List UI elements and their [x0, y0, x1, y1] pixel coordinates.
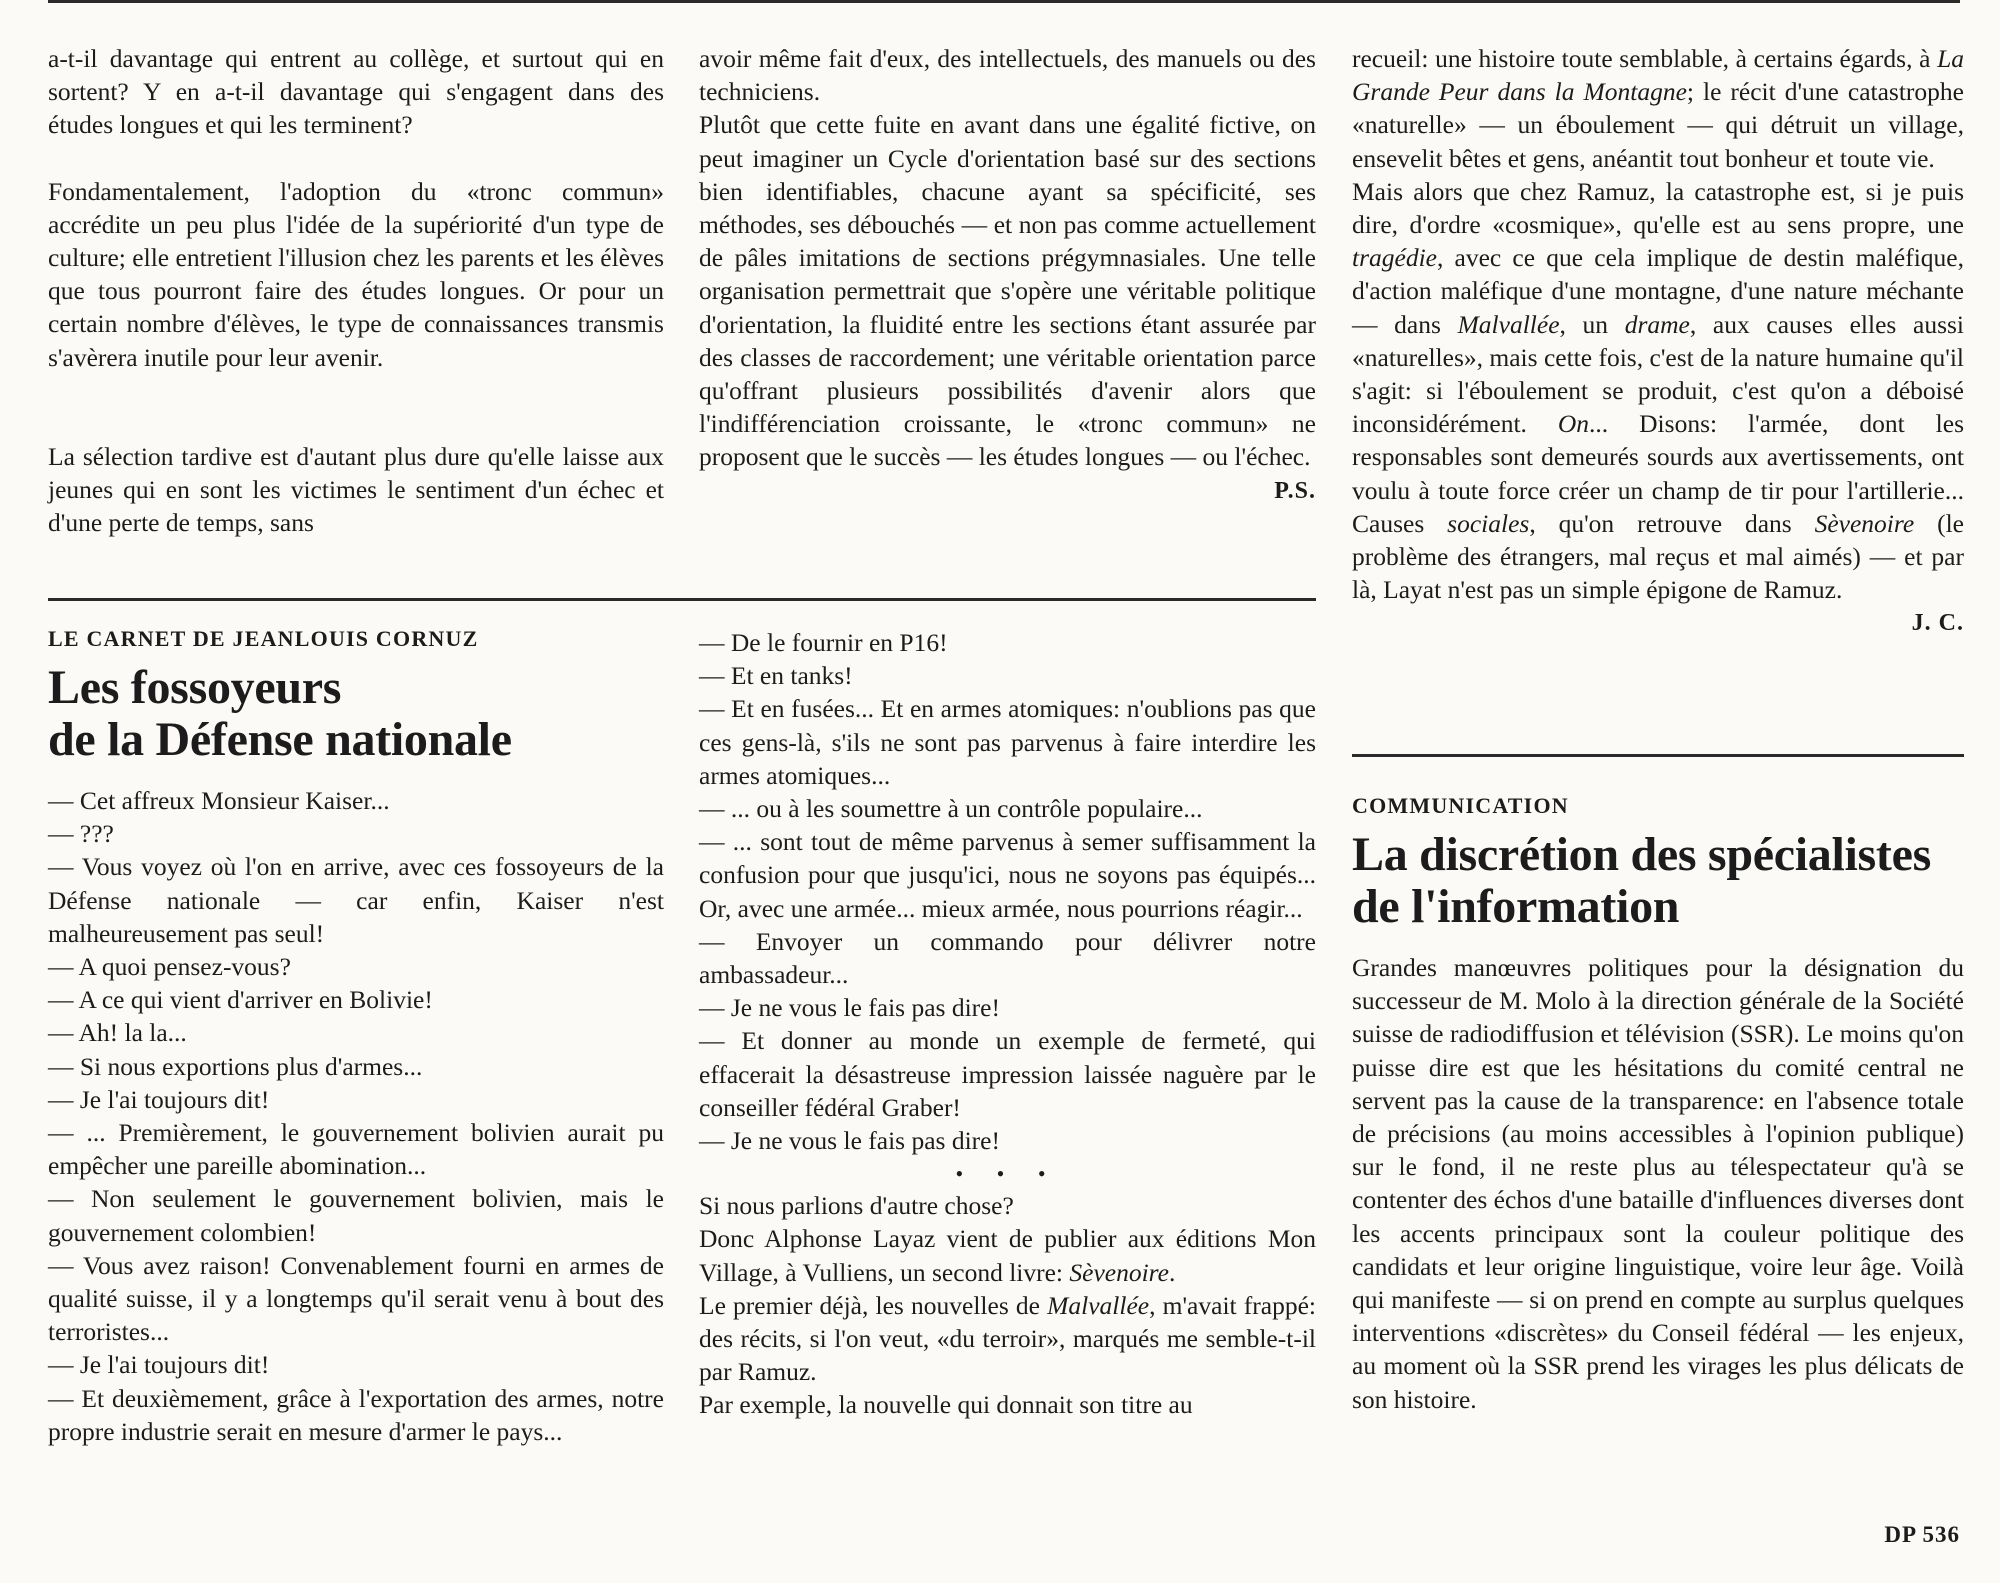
paragraph: Si nous parlions d'autre chose? [699, 1191, 1014, 1221]
paragraph: a-t-il davantage qui entrent au collège, et surtout qui en sortent? Y en a-t-il davantage qui s'engagent dans des études longues et qui les terminent? [48, 44, 664, 140]
paragraph: Donc Alphonse Layaz vient de publier aux éditions Mon Village, à Vulliens, un second livre: Sèvenoire. [699, 1224, 1316, 1287]
page-folio: DP 536 [1884, 1522, 1960, 1547]
dialogue-line: — Et en tanks! [699, 661, 853, 691]
dialogue-list [699, 626, 1316, 1157]
paragraph: Mais alors que chez Ramuz, la catastrophe est, si je puis dire, d'ordre «cosmique», qu'elle est au sens propre, une tragédie, avec ce que cela implique de destin maléfique, d'action maléfique d'une montagne, d'une nature méchante — dans Malvallée, un drame, aux causes elles aussi «naturelles», mais cette fois, c'est de la nature humaine qu'il s'agit: si l'éboulement se produit, c'est qu'on a déboisé inconsidérément. On... Disons: l'armée, dont les responsables sont demeurés sourds aux avertissements, ont voulu à toute force créer un champ de tir pour l'artillerie... Causes sociales, qu'on retrouve dans Sèvenoire (le problème des étrangers, mal reçus et mal aimés) — et par là, Layat n'est pas un simple épigone de Ramuz. [1352, 176, 1964, 605]
title-line: de la Défense nationale [48, 713, 512, 766]
dialogue-line: — Je l'ai toujours dit! [48, 1084, 270, 1114]
dialogue-line: — ... ou à les soumettre à un contrôle populaire... [699, 794, 1203, 824]
column-1-top [48, 42, 664, 539]
dialogue-list [48, 784, 664, 1448]
dialogue-line: — Envoyer un commando pour délivrer notre ambassadeur... [699, 926, 1316, 990]
column-2-top [699, 42, 1316, 505]
section-rule [48, 598, 1316, 601]
dialogue-line: — De le fournir en P16! [699, 628, 948, 657]
dialogue-line: — Ah! la la... [48, 1018, 187, 1048]
dialogue-line: — ??? [48, 819, 114, 849]
dialogue-line: — Je ne vous le fais pas dire! [699, 993, 1000, 1023]
column-3-top [1352, 42, 1964, 637]
paragraph: avoir même fait d'eux, des intellectuels, des manuels ou des techniciens. [699, 44, 1316, 107]
author-signature: P.S. [1274, 477, 1316, 504]
communication-article [1352, 793, 1964, 1416]
dialogue-line: — Et deuxièmement, grâce à l'exportation des armes, notre propre industrie serait en mesure d'armer le pays... [48, 1383, 664, 1446]
dialogue-line: — Non seulement le gouvernement bolivien, mais le gouvernement colombien! [48, 1184, 664, 1247]
paragraph: Plutôt que cette fuite en avant dans une égalité fictive, on peut imaginer un Cycle d'orientation basé sur des sections bien identifiables, chacune ayant sa spécificité, ses méthodes, ses débouchés — et non pas comme actuellement de pâles imitations de sections prégymnasiales. Une telle organisation permettrait que s'opère une véritable politique d'orientation, la fluidité entre les sections étant assurée par des classes de raccordement; une véritable orientation parce qu'offrant plusieurs possibilités d'avenir alors que l'indifférenciation croissante, le «tronc commun» ne proposent que le succès — les études longues — ou l'échec. [699, 110, 1316, 472]
paragraph: Grandes manœuvres politiques pour la désignation du successeur de M. Molo à la direction générale de la Société suisse de radiodiffusion et télévision (SSR). Le moins qu'on puisse dire est que les hésitations du comité central ne servent pas la cause de la transparence: en l'absence totale de précisions (au moins accessibles à l'opinion publique) sur le fond, il ne reste plus au télespectateur qu'à se contenter des échos d'une bataille d'influences diverses dont les accents principaux sont la couleur politique des candidats et leur origine linguistique, voire leur âge. Voilà qui manifeste — si on prend en compte au surplus quelques interventions «discrètes» du Conseil fédéral — les enjeux, au moment où la SSR prend les virages les plus délicats de son histoire. [1352, 953, 1964, 1414]
dialogue-line: — Cet affreux Monsieur Kaiser... [48, 786, 390, 815]
title-line: Les fossoyeurs [48, 661, 342, 714]
dialogue-line: — Si nous exportions plus d'armes... [48, 1051, 423, 1081]
paragraph: Fondamentalement, l'adoption du «tronc commun» accrédite un peu plus l'idée de la supériorité d'un type de culture; elle entretient l'illusion chez les parents et les élèves que tous pourront faire des études longues. Or pour un certain nombre d'élèves, le type de connaissances transmis s'avèrera inutile pour leur avenir. [48, 176, 664, 372]
author-signature: J. C. [1911, 610, 1964, 637]
dialogue-line: — A quoi pensez-vous? [48, 952, 291, 982]
dialogue-line: — ... Premièrement, le gouvernement bolivien aurait pu empêcher une pareille abomination... [48, 1118, 664, 1181]
dialogue-line: — Et en fusées... Et en armes atomiques: n'oublions pas que ces gens-là, s'ils ne sont pas parvenus à faire interdire les armes atomiques... [699, 694, 1316, 790]
section-rule [1352, 754, 1964, 757]
dialogue-line: — Je ne vous le fais pas dire! [699, 1126, 1000, 1156]
article-title [1352, 829, 1964, 933]
top-rule [48, 0, 1960, 3]
paragraph: Par exemple, la nouvelle qui donnait son titre au [699, 1390, 1193, 1420]
paragraph: recueil: une histoire toute semblable, à certains égards, à La Grande Peur dans la Montagne; le récit d'une catastrophe «naturelle» — un éboulement — qui détruit un village, ensevelit bêtes et gens, anéantit tout bonheur et toute vie. [1352, 44, 1964, 173]
section-break-dots: • • • [955, 1161, 1060, 1187]
paragraph: Le premier déjà, les nouvelles de Malvallée, m'avait frappé: des récits, si l'on veut, «du terroir», marqués me semble-t-il par Ramuz. [699, 1290, 1316, 1387]
dialogue-line: — Vous avez raison! Convenablement fourni en armes de qualité suisse, il y a longtemps qu'il serait venu à bout des terroristes... [48, 1250, 664, 1347]
carnet-article-left [48, 626, 664, 1448]
carnet-article-right [699, 626, 1316, 1422]
section-kicker: LE CARNET DE JEANLOUIS CORNUZ [48, 626, 479, 651]
dialogue-line: — ... sont tout de même parvenus à semer suffisamment la confusion pour que jusqu'ici, nous ne soyons pas équipés... Or, avec une armée... mieux armée, nous pourrions réagir... [699, 827, 1316, 923]
title-line: La discrétion des spécialistes [1352, 828, 1931, 881]
section-kicker: COMMUNICATION [1352, 793, 1569, 818]
dialogue-line: — Et donner au monde un exemple de fermeté, qui effacerait la désastreuse impression laissée naguère par le conseiller fédéral Graber! [699, 1026, 1316, 1122]
dialogue-line: — Je l'ai toujours dit! [48, 1350, 270, 1380]
dialogue-line: — Vous voyez où l'on en arrive, avec ces fossoyeurs de la Défense nationale — car enfin, Kaiser n'est malheureusement pas seul! [48, 852, 664, 948]
dialogue-line: — A ce qui vient d'arriver en Bolivie! [48, 985, 433, 1015]
title-line: de l'information [1352, 880, 1680, 933]
article-title [48, 662, 664, 766]
paragraph: La sélection tardive est d'autant plus dure qu'elle laisse aux jeunes qui en sont les victimes le sentiment d'un échec et d'une perte de temps, sans [48, 441, 664, 538]
